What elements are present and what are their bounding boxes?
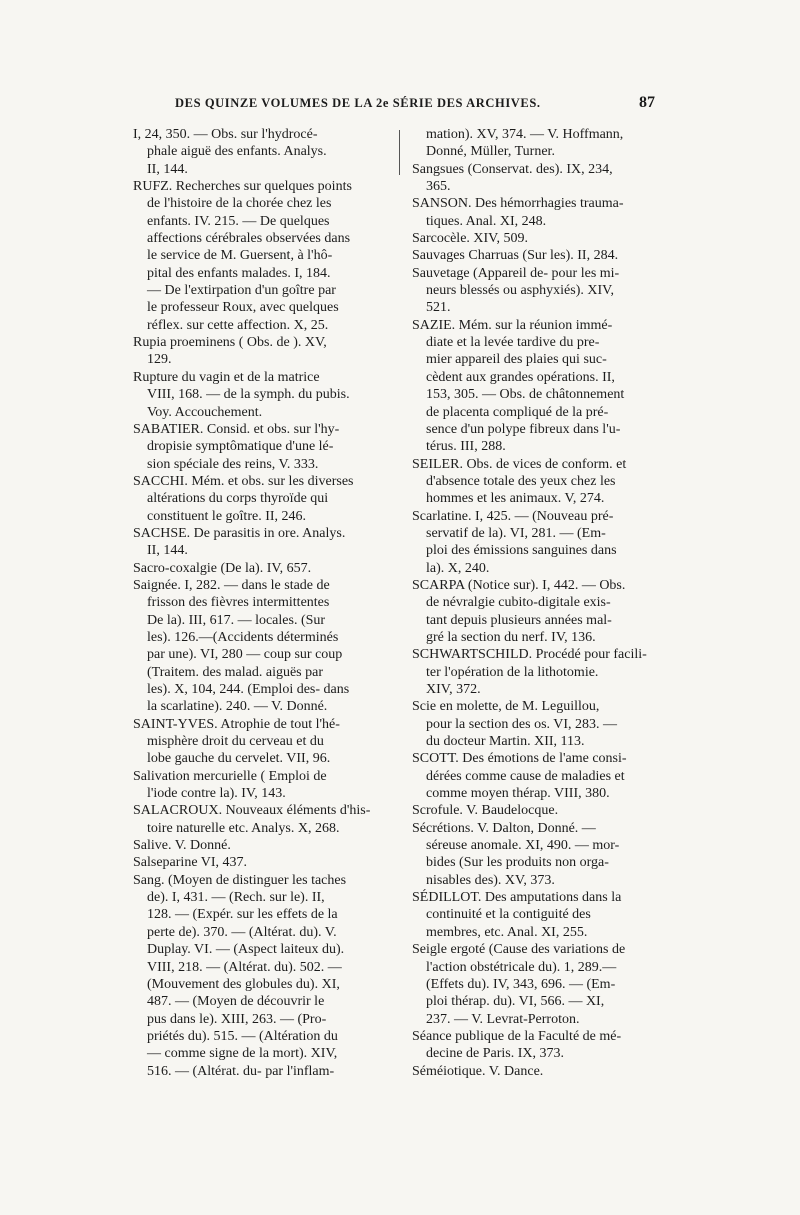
index-line: de névralgie cubito-digitale exis- — [426, 595, 611, 611]
index-line: Scrofule. V. Baudelocque. — [412, 803, 559, 819]
index-line: Scie en molette, de M. Leguillou, — [412, 699, 600, 715]
index-line: neurs blessés ou asphyxiés). XIV, — [426, 283, 614, 299]
index-line: la). X, 240. — [426, 560, 490, 576]
index-line: XIV, 372. — [426, 682, 481, 697]
index-line: Sangsues (Conservat. des). IX, 234, — [412, 161, 613, 177]
index-line: — De l'extirpation d'un goître par — [147, 283, 336, 299]
index-line: Saignée. I, 282. — dans le stade de — [133, 577, 330, 593]
index-line: comme moyen thérap. VIII, 380. — [426, 786, 610, 802]
index-line: térus. III, 288. — [426, 439, 506, 455]
index-line: Séance publique de la Faculté de mé- — [412, 1028, 622, 1044]
index-line: 153, 305. — Obs. de châtonnement — [426, 387, 625, 403]
running-header — [135, 96, 655, 118]
index-line: les). 126.—(Accidents déterminés — [147, 629, 339, 645]
index-line: SCOTT. Des émotions de l'ame consi- — [412, 751, 627, 767]
index-line: 128. — (Expér. sur les effets de la — [147, 907, 338, 923]
index-line: 521. — [426, 300, 451, 316]
header-title: DES QUINZE VOLUMES DE LA 2e SÉRIE DES ARCHIVES. — [175, 96, 541, 110]
index-line: du docteur Martin. XII, 113. — [426, 734, 585, 750]
index-line: la scarlatine). 240. — V. Donné. — [147, 699, 328, 715]
index-line: altérations du corps thyroïde qui — [147, 491, 329, 507]
index-line: (Effets du). IV, 343, 696. — (Em- — [426, 976, 616, 992]
index-line: (Traitem. des malad. aiguës par — [147, 664, 323, 680]
index-line: 237. — V. Levrat-Perroton. — [426, 1011, 580, 1027]
index-line: lobe gauche du cervelet. VII, 96. — [147, 751, 331, 767]
left-column — [133, 126, 391, 1080]
index-line: sion spéciale des reins, V. 333. — [147, 456, 319, 472]
index-line: affections cérébrales observées dans — [147, 231, 351, 247]
index-line: decine de Paris. IX, 373. — [426, 1046, 565, 1062]
index-line: De la). III, 617. — locales. (Sur — [147, 612, 326, 628]
index-line: SÉDILLOT. Des amputations dans la — [412, 890, 622, 906]
right-column — [412, 126, 670, 1080]
index-line: SAINT-YVES. Atrophie de tout l'hé- — [133, 716, 340, 732]
index-line: pital des enfants malades. I, 184. — [147, 265, 331, 281]
index-line: II, 144. — [147, 543, 188, 559]
index-line: Sacro-coxalgie (De la). IV, 657. — [133, 560, 312, 576]
index-line: Sauvetage (Appareil de- pour les mi- — [412, 265, 620, 281]
page-number: 87 — [639, 94, 655, 111]
index-line: cèdent aux grandes opérations. II, — [426, 369, 615, 385]
index-line: Duplay. VI. — (Aspect laiteux du). — [147, 942, 345, 958]
index-line: hommes et les animaux. V, 274. — [426, 491, 605, 507]
index-line: SCHWARTSCHILD. Procédé pour facili- — [412, 647, 647, 663]
index-line: de). I, 431. — (Rech. sur le). II, — [147, 890, 325, 906]
index-line: (Mouvement des globules du). XI, — [147, 976, 340, 992]
index-line: SAZIE. Mém. sur la réunion immé- — [412, 317, 613, 333]
index-line: mation). XV, 374. — V. Hoffmann, — [426, 127, 624, 142]
index-line: SALACROUX. Nouveaux éléments d'his- — [133, 803, 371, 819]
index-line: Salivation mercurielle ( Emploi de — [133, 768, 327, 784]
index-line: SANSON. Des hémorrhagies trauma- — [412, 196, 624, 212]
index-line: le professeur Roux, avec quelques — [147, 300, 339, 316]
index-line: sence d'un polype fibreux dans l'u- — [426, 421, 621, 437]
index-line: 487. — (Moyen de découvrir le — [147, 994, 325, 1010]
index-line: Sécrétions. V. Dalton, Donné. — — [412, 820, 596, 836]
index-line: RUFZ. Recherches sur quelques points — [133, 179, 352, 195]
index-line: SCARPA (Notice sur). I, 442. — Obs. — [412, 577, 626, 593]
index-line: SABATIER. Consid. et obs. sur l'hy- — [133, 421, 340, 437]
index-line: constituent le goître. II, 246. — [147, 508, 307, 524]
index-line: misphère droit du cerveau et du — [147, 734, 324, 750]
index-line: perte de). 370. — (Altérat. du). V. — [147, 924, 337, 940]
index-line: l'iode contre la). IV, 143. — [147, 786, 286, 802]
index-line: Donné, Müller, Turner. — [426, 144, 555, 160]
index-line: Voy. Accouchement. — [147, 404, 263, 420]
index-line: dropisie symptômatique d'une lé- — [147, 439, 334, 455]
index-line: Salive. V. Donné. — [133, 838, 231, 854]
index-line: Rupture du vagin et de la matrice — [133, 369, 320, 385]
index-line: priétés du). 515. — (Altération du — [147, 1028, 338, 1044]
index-line: Salseparine VI, 437. — [133, 855, 248, 871]
index-line: SACHSE. De parasitis in ore. Analys. — [133, 525, 346, 541]
index-line: diate et la levée tardive du pre- — [426, 335, 600, 351]
index-line: de l'histoire de la chorée chez les — [147, 196, 332, 212]
column-divider — [399, 130, 400, 175]
index-line: gré la section du nerf. IV, 136. — [426, 629, 596, 645]
index-line: tiques. Anal. XI, 248. — [426, 213, 547, 229]
index-line: frisson des fièvres intermittentes — [147, 595, 330, 611]
index-line: de placenta compliqué de la pré- — [426, 404, 609, 420]
index-line: l'action obstétricale du). 1, 289.— — [426, 959, 617, 975]
index-line: SACCHI. Mém. et obs. sur les diverses — [133, 473, 354, 489]
index-line: II, 144. — [147, 161, 188, 177]
index-line: ploi des émissions sanguines dans — [426, 543, 617, 559]
index-line: I, 24, 350. — Obs. sur l'hydrocé- — [133, 127, 318, 142]
index-line: mier appareil des plaies qui suc- — [426, 352, 607, 368]
index-line: dérées comme cause de maladies et — [426, 768, 625, 784]
index-line: Séméiotique. V. Dance. — [412, 1063, 544, 1079]
index-line: ter l'opération de la lithotomie. — [426, 664, 599, 680]
index-line: VIII, 218. — (Altérat. du). 502. — — [147, 959, 342, 975]
index-line: phale aiguë des enfants. Analys. — [147, 144, 327, 160]
index-line: 516. — (Altérat. du- par l'inflam- — [147, 1063, 335, 1079]
index-line: le service de M. Guersent, à l'hô- — [147, 248, 333, 264]
index-line: tant depuis plusieurs années mal- — [426, 612, 612, 628]
index-line: séreuse anomale. XI, 490. — mor- — [426, 838, 620, 854]
index-line: pus dans le). XIII, 263. — (Pro- — [147, 1011, 327, 1027]
index-line: ploi thérap. du). VI, 566. — XI, — [426, 994, 605, 1010]
index-line: pour la section des os. VI, 283. — — [426, 716, 618, 732]
index-line: SEILER. Obs. de vices de conform. et — [412, 456, 627, 472]
index-line: Rupia proeminens ( Obs. de ). XV, — [133, 335, 327, 351]
index-line: bides (Sur les produits non orga- — [426, 855, 609, 871]
index-line: nisables des). XV, 373. — [426, 872, 555, 888]
index-line: 365. — [426, 179, 451, 195]
index-line: Sang. (Moyen de distinguer les taches — [133, 872, 347, 888]
index-line: — comme signe de la mort). XIV, — [147, 1046, 338, 1062]
index-line: les). X, 104, 244. (Emploi des- dans — [147, 682, 350, 697]
index-line: 129. — [147, 352, 172, 368]
index-line: Sarcocèle. XIV, 509. — [412, 231, 528, 247]
index-line: d'absence totale des yeux chez les — [426, 473, 616, 489]
index-line: continuité et la contiguité des — [426, 907, 591, 923]
index-line: Sauvages Charruas (Sur les). II, 284. — [412, 248, 619, 264]
index-line: VIII, 168. — de la symph. du pubis. — [147, 387, 350, 403]
index-line: toire naturelle etc. Analys. X, 268. — [147, 820, 340, 836]
index-line: réflex. sur cette affection. X, 25. — [147, 317, 329, 333]
index-line: par une). VI, 280 — coup sur coup — [147, 647, 343, 663]
index-line: servatif de la). VI, 281. — (Em- — [426, 525, 606, 541]
index-line: Scarlatine. I, 425. — (Nouveau pré- — [412, 508, 614, 524]
index-line: enfants. IV. 215. — De quelques — [147, 213, 330, 229]
index-line: membres, etc. Anal. XI, 255. — [426, 924, 588, 940]
index-line: Seigle ergoté (Cause des variations de — [412, 942, 626, 958]
